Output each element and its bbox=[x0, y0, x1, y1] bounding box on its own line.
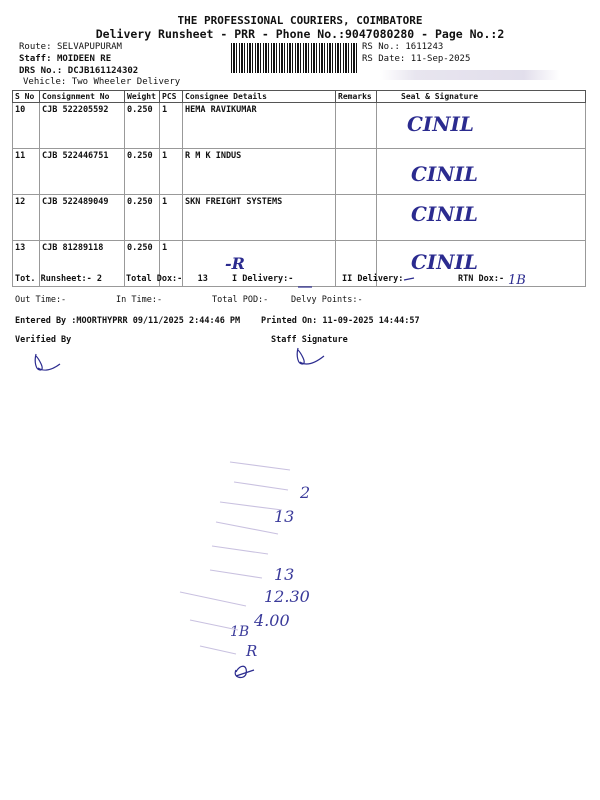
svg-text:CINIL: CINIL bbox=[407, 112, 474, 136]
total-dox-label: Total Dox:- bbox=[126, 274, 183, 284]
handwritten-signature bbox=[379, 197, 489, 235]
verified-by: Verified By bbox=[15, 335, 72, 345]
col-consignment: Consignment No bbox=[40, 91, 125, 103]
rtn-dox bbox=[458, 274, 504, 284]
staff-value: MOIDEEN RE bbox=[56, 54, 112, 64]
vehicle-value: Two Wheeler Delivery bbox=[71, 77, 181, 87]
barcode bbox=[231, 43, 357, 73]
runsheet-title: Delivery Runsheet - PRR - Phone No.:9047080280 - Page No.:2 bbox=[95, 27, 505, 41]
row-sno: 11 bbox=[13, 149, 40, 195]
ii-delivery: II Delivery: bbox=[342, 274, 404, 284]
row-remarks bbox=[336, 103, 377, 149]
total-dox-value: 13 bbox=[197, 274, 208, 284]
handwritten-mark bbox=[402, 274, 422, 284]
drs-value: DCJB161124302 bbox=[67, 66, 139, 76]
handwritten-mark bbox=[506, 268, 532, 290]
svg-text:CINIL: CINIL bbox=[411, 162, 478, 186]
rs-date-line bbox=[362, 54, 470, 64]
row-weight: 0.250 bbox=[125, 241, 160, 287]
company-name: THE PROFESSIONAL COURIERS, COIMBATORE bbox=[177, 14, 423, 27]
row-remarks bbox=[336, 195, 377, 241]
svg-text:R: R bbox=[246, 642, 258, 660]
row-consignee: HEMA RAVIKUMAR bbox=[183, 103, 336, 149]
handwritten-mark bbox=[296, 276, 316, 290]
row-weight: 0.250 bbox=[125, 195, 160, 241]
drs-line bbox=[19, 66, 138, 76]
table-header-row bbox=[13, 91, 586, 103]
row-pcs: 1 bbox=[160, 103, 183, 149]
col-remarks: Remarks bbox=[336, 91, 377, 103]
row-seal-signature bbox=[377, 195, 586, 241]
delvy-points: Delvy Points:- bbox=[291, 295, 363, 305]
table-row bbox=[13, 103, 586, 149]
svg-text:CINIL: CINIL bbox=[411, 202, 478, 226]
row-consignee: R M K INDUS bbox=[183, 149, 336, 195]
rtn-dox-label: RTN Dox:- bbox=[458, 274, 505, 284]
row-sno: 12 bbox=[13, 195, 40, 241]
staff-signature-label: Staff Signature bbox=[271, 335, 348, 345]
staff-signature bbox=[292, 344, 332, 374]
row-weight: 0.250 bbox=[125, 103, 160, 149]
svg-text:13: 13 bbox=[274, 507, 295, 526]
rs-date-label: RS Date: bbox=[362, 54, 406, 64]
row-consignment: CJB 522489049 bbox=[40, 195, 125, 241]
total-pod: Total POD:- bbox=[212, 295, 269, 305]
route-line bbox=[19, 42, 122, 52]
svg-text:4.00: 4.00 bbox=[254, 611, 290, 630]
vehicle-label: Vehicle: bbox=[23, 77, 67, 87]
row-consignment: CJB 81289118 bbox=[40, 241, 125, 287]
col-sno: S No bbox=[13, 91, 40, 103]
route-value: SELVAPUPURAM bbox=[56, 42, 122, 52]
row-seal-signature bbox=[377, 149, 586, 195]
route-label: Route: bbox=[19, 42, 52, 52]
rs-no-line bbox=[362, 42, 443, 52]
row-weight: 0.250 bbox=[125, 149, 160, 195]
rs-date-value: 11-Sep-2025 bbox=[410, 54, 471, 64]
out-time: Out Time:- bbox=[15, 295, 67, 305]
row-pcs: 1 bbox=[160, 241, 183, 287]
row-consignee: SKN FREIGHT SYSTEMS bbox=[183, 195, 336, 241]
staff-line bbox=[19, 54, 111, 64]
drs-label: DRS No.: bbox=[19, 66, 63, 76]
svg-text:12.30: 12.30 bbox=[264, 587, 310, 606]
svg-text:CINIL: CINIL bbox=[411, 250, 478, 274]
col-pcs: PCS bbox=[160, 91, 183, 103]
rs-no-label: RS No.: bbox=[362, 42, 400, 52]
printed-on: Printed On: 11-09-2025 14:44:57 bbox=[261, 316, 420, 326]
entered-by: Entered By :MOORTHYPRR 09/11/2025 2:44:46 PM bbox=[15, 316, 241, 326]
row-remarks bbox=[336, 149, 377, 195]
col-weight: Weight bbox=[125, 91, 160, 103]
handwritten-signature bbox=[379, 105, 489, 143]
row-pcs: 1 bbox=[160, 195, 183, 241]
svg-text:1B: 1B bbox=[508, 273, 526, 288]
vehicle-line bbox=[23, 77, 180, 87]
row-sno: 13 bbox=[13, 241, 40, 287]
row-consignment: CJB 522446751 bbox=[40, 149, 125, 195]
svg-text:1B: 1B bbox=[230, 624, 250, 640]
table-row bbox=[13, 195, 586, 241]
rs-no-value: 1611243 bbox=[405, 42, 444, 52]
handwritten-notes bbox=[150, 450, 350, 690]
i-delivery: I Delivery:- bbox=[232, 274, 294, 284]
col-seal: Seal & Signature bbox=[377, 91, 586, 103]
table-row bbox=[13, 149, 586, 195]
staff-label: Staff: bbox=[19, 54, 52, 64]
faint-stamp bbox=[380, 70, 560, 80]
row-sno: 10 bbox=[13, 103, 40, 149]
col-consignee: Consignee Details bbox=[183, 91, 336, 103]
svg-text:-R: -R bbox=[225, 254, 245, 273]
runsheet-table bbox=[12, 90, 586, 287]
tot-runsheet: Tot. Runsheet:- 2 bbox=[15, 274, 102, 284]
total-dox bbox=[126, 274, 208, 284]
handwritten-signature bbox=[379, 151, 489, 189]
row-consignment: CJB 522205592 bbox=[40, 103, 125, 149]
row-pcs: 1 bbox=[160, 149, 183, 195]
verifier-signature bbox=[30, 350, 70, 380]
svg-text:13: 13 bbox=[274, 565, 295, 584]
in-time: In Time:- bbox=[116, 295, 163, 305]
svg-text:2: 2 bbox=[300, 483, 311, 502]
row-seal-signature bbox=[377, 103, 586, 149]
